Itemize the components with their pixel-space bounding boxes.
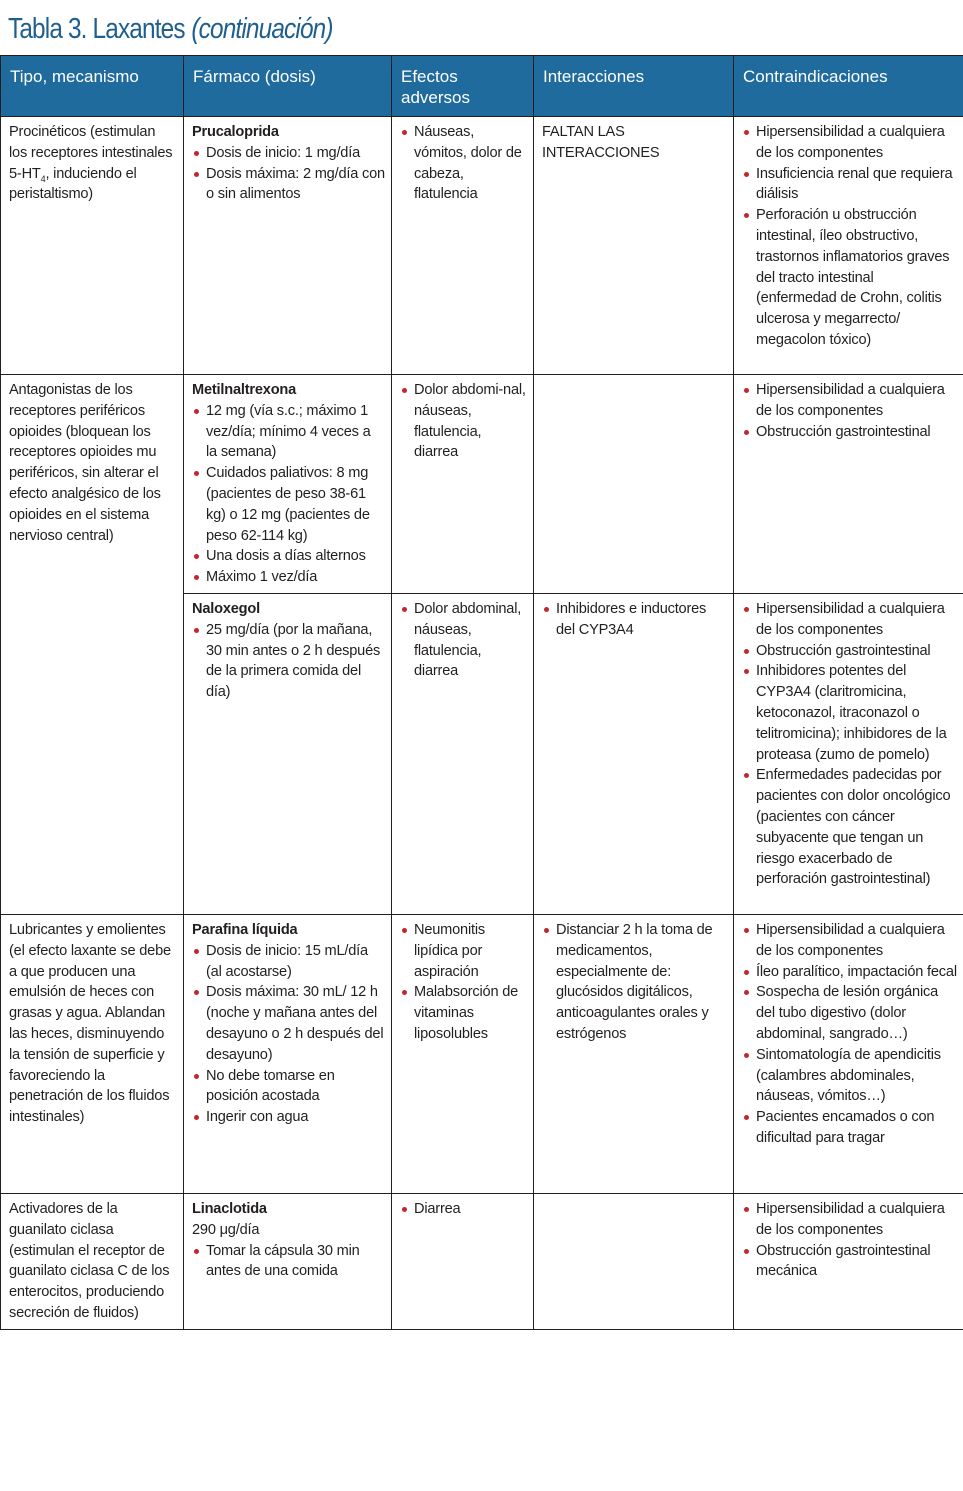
drug-name: Naloxegol — [192, 600, 260, 617]
dose-list — [192, 620, 385, 703]
type-cell — [1, 117, 184, 375]
interactions-cell — [534, 117, 734, 375]
header-adverse: Efectos adversos — [392, 56, 534, 117]
interactions-list — [542, 920, 727, 1045]
header-contraindications: Contraindicaciones — [734, 56, 963, 117]
header-type: Tipo, mecanismo — [1, 56, 184, 117]
adverse-cell — [392, 375, 534, 594]
dose-list — [192, 401, 385, 588]
list-item: Una dosis a días alternos — [192, 546, 385, 567]
type-subscript: 4 — [40, 173, 46, 184]
drug-cell — [184, 914, 392, 1193]
list-item: Obstrucción gastrointestinal mecánica — [742, 1241, 957, 1283]
list-item: Sintomatología de apendicitis (calambres abdominales, náuseas, vómitos…) — [742, 1045, 957, 1107]
interactions-list — [542, 599, 727, 641]
type-cell — [1, 1193, 184, 1329]
list-item: Hipersensibilidad a cualquiera de los componentes — [742, 920, 957, 962]
adverse-list — [400, 380, 527, 463]
adverse-list — [400, 122, 527, 205]
type-text: Procinéticos (estimulan los receptores intestinales 5-HT — [9, 124, 173, 182]
list-item: Dosis máxima: 2 mg/día con o sin alimentos — [192, 164, 385, 206]
list-item: Tomar la cápsula 30 min antes de una comida — [192, 1241, 385, 1283]
list-item: Cuidados paliativos: 8 mg (pacientes de peso 38-61 kg) o 12 mg (pacientes de peso 62-114 kg) — [192, 463, 385, 546]
dose-list — [192, 1241, 385, 1283]
interactions-cell — [534, 914, 734, 1193]
header-row — [1, 56, 963, 117]
list-item: Hipersensibilidad a cualquiera de los componentes — [742, 380, 957, 422]
dose-plain: 290 μg/día — [192, 1221, 260, 1238]
type-cell — [1, 375, 184, 915]
list-item: Dolor abdominal, náuseas, flatulencia, diarrea — [400, 599, 527, 682]
drug-name: Parafina líquida — [192, 921, 298, 938]
header-drug: Fármaco (dosis) — [184, 56, 392, 117]
drug-name: Metilnaltrexona — [192, 382, 297, 398]
list-item: Malabsorción de vitaminas liposolubles — [400, 982, 527, 1044]
list-item: Hipersensibilidad a cualquiera de los componentes — [742, 1199, 957, 1241]
contra-list — [742, 380, 957, 442]
contra-list — [742, 599, 957, 890]
contra-cell — [734, 914, 963, 1193]
type-cell — [1, 914, 184, 1193]
interactions-cell — [534, 1193, 734, 1329]
interactions-cell — [534, 593, 734, 914]
adverse-list — [400, 1199, 527, 1220]
dose-list — [192, 941, 385, 1128]
list-item: Hipersensibilidad a cualquiera de los componentes — [742, 599, 957, 641]
table-title-continuation: (continuación) — [191, 13, 333, 45]
list-item: Dolor abdomi-nal, náuseas, flatulencia, diarrea — [400, 380, 527, 463]
adverse-cell — [392, 1193, 534, 1329]
type-text-end: , induciendo el peristaltismo) — [9, 165, 137, 203]
list-item: Máximo 1 vez/día — [192, 567, 385, 588]
contra-cell — [734, 593, 963, 914]
contra-list — [742, 122, 957, 351]
drug-name: Linaclotida — [192, 1200, 267, 1217]
adverse-list — [400, 920, 527, 1045]
adverse-cell — [392, 914, 534, 1193]
list-item: Hipersensibilidad a cualquiera de los componentes — [742, 122, 957, 164]
list-item: Inhibidores potentes del CYP3A4 (claritromicina, ketoconazol, itraconazol o telitromicina); inhibidores de la proteasa (zumo de pomelo) — [742, 661, 957, 765]
header-interactions: Interacciones — [534, 56, 734, 117]
contra-cell — [734, 117, 963, 375]
list-item: Dosis de inicio: 1 mg/día — [192, 143, 385, 164]
table-title — [8, 6, 333, 52]
table-row — [1, 914, 963, 1193]
list-item: Enfermedades padecidas por pacientes con dolor oncológico (pacientes con cáncer subyacente que tengan un riesgo exacerbado de perforación gastrointestinal) — [742, 765, 957, 890]
interactions-text: FALTAN LAS INTERACCIONES — [542, 124, 660, 161]
list-item: No debe tomarse en posición acostada — [192, 1066, 385, 1108]
list-item: Neumonitis lipídica por aspiración — [400, 920, 527, 982]
type-text: Activadores de la guanilato ciclasa (estimulan el receptor de guanilato ciclasa C de los enterocitos, produciendo secreción de fluidos) — [9, 1200, 170, 1321]
type-text: Lubricantes y emolientes (el efecto laxante se debe a que producen una emulsión de heces con grasas y agua. Ablandan las heces, disminuyendo la tensión de superficie y favoreciendo la penetración de los fluidos intestinales) — [9, 921, 171, 1126]
interactions-cell — [534, 375, 734, 594]
list-item: 12 mg (vía s.c.; máximo 1 vez/día; mínimo 4 veces a la semana) — [192, 401, 385, 463]
contra-cell — [734, 375, 963, 594]
dose-list — [192, 143, 385, 205]
list-item: Náuseas, vómitos, dolor de cabeza, flatulencia — [400, 122, 527, 205]
list-item: Perforación u obstrucción intestinal, íleo obstructivo, trastornos inflamatorios graves del tracto intestinal (enfermedad de Crohn, colitis ulcerosa y megarrecto/ megacolon tóxico) — [742, 205, 957, 351]
list-item: Obstrucción gastrointestinal — [742, 641, 957, 662]
contra-cell — [734, 1193, 963, 1329]
list-item: 25 mg/día (por la mañana, 30 min antes o 2 h después de la primera comida del día) — [192, 620, 385, 703]
laxatives-table — [0, 55, 963, 1330]
list-item: Distanciar 2 h la toma de medicamentos, especialmente de: glucósidos digitálicos, anticoagulantes orales y estrógenos — [542, 920, 727, 1045]
adverse-cell — [392, 117, 534, 375]
list-item: Ingerir con agua — [192, 1107, 385, 1128]
drug-cell — [184, 1193, 392, 1329]
adverse-list — [400, 599, 527, 682]
adverse-cell — [392, 593, 534, 914]
list-item: Íleo paralítico, impactación fecal — [742, 962, 957, 983]
table-row — [1, 1193, 963, 1329]
list-item: Diarrea — [400, 1199, 527, 1220]
list-item: Insuficiencia renal que requiera diálisis — [742, 164, 957, 206]
contra-list — [742, 920, 957, 1149]
drug-cell — [184, 117, 392, 375]
list-item: Dosis máxima: 30 mL/ 12 h (noche y mañana antes del desayuno o 2 h después del desayuno) — [192, 982, 385, 1065]
drug-cell — [184, 375, 392, 594]
table-title-main: Tabla 3. Laxantes — [8, 13, 185, 45]
contra-list — [742, 1199, 957, 1282]
list-item: Obstrucción gastrointestinal — [742, 422, 957, 443]
table-row — [1, 375, 963, 594]
drug-name: Prucaloprida — [192, 124, 279, 140]
type-text: Antagonistas de los receptores periféricos opioides (bloquean los receptores opioides mu periféricos, sin alterar el efecto analgésico de los opioides en el sistema nervioso central) — [9, 382, 161, 544]
list-item: Dosis de inicio: 15 mL/día (al acostarse) — [192, 941, 385, 983]
list-item: Sospecha de lesión orgánica del tubo digestivo (dolor abdominal, sangrado…) — [742, 982, 957, 1044]
table-row — [1, 117, 963, 375]
list-item: Inhibidores e inductores del CYP3A4 — [542, 599, 727, 641]
drug-cell — [184, 593, 392, 914]
list-item: Pacientes encamados o con dificultad para tragar — [742, 1107, 957, 1149]
